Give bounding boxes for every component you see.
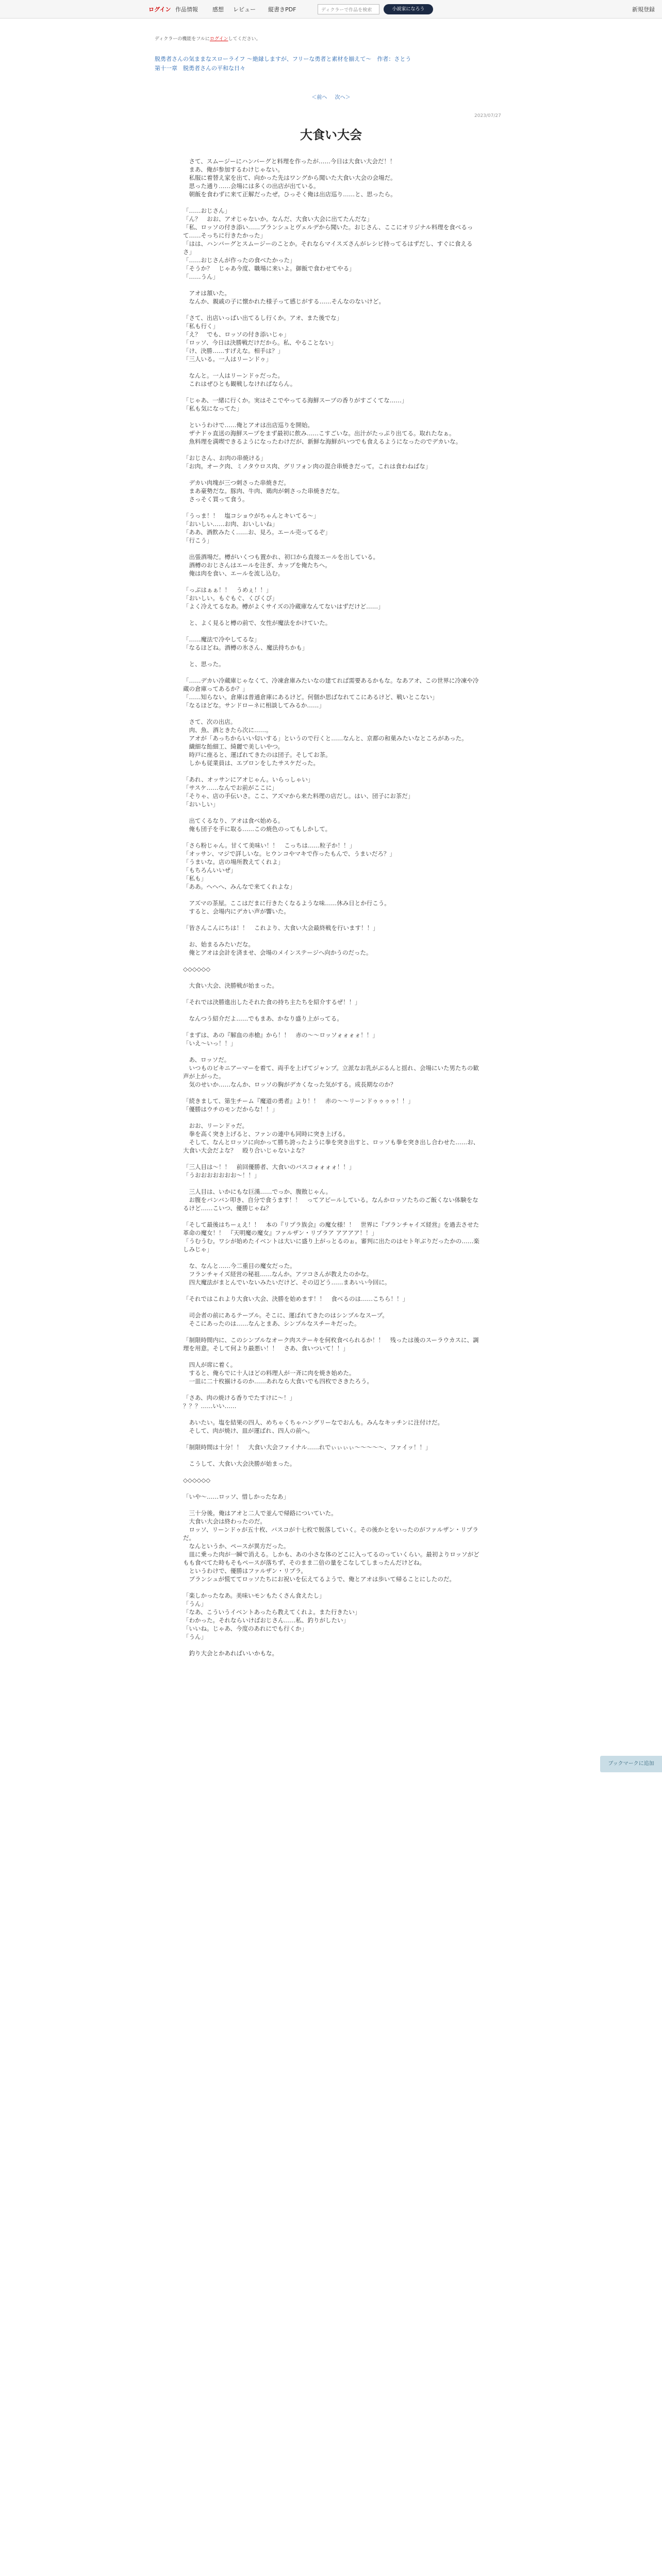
body-paragraph: [183, 833, 481, 841]
body-paragraph: [183, 957, 481, 965]
body-paragraph: 「三人目は～！！ 前回優勝者、大食いのバスコォォォォ！！」: [183, 1163, 355, 1171]
body-paragraph: 「じゃあ、一緒に行くか。実はそこでやってる海鮮スープの香りがすごくてな……」: [183, 397, 408, 404]
top-navigation-bar: [0, 0, 662, 19]
body-paragraph: 「ああ、酒飲みたく……お、見ろ。エール売ってるぞ」: [183, 529, 331, 536]
body-paragraph: [183, 1410, 481, 1418]
body-paragraph: 三十分後。俺はアオと二人で並んで帰路についていた。: [183, 1510, 337, 1517]
body-paragraph: 朝飯を食わずに来て正解だったぜ。ひっそく俺は出店巡り……と、思ったら。: [183, 191, 396, 198]
body-paragraph: [183, 891, 481, 899]
body-paragraph: 大食い大会、決勝戦が始まった。: [183, 982, 278, 989]
body-paragraph: 「三人いる。一人はリーンドゥ」: [183, 355, 272, 363]
body-paragraph: フランチャイズ経営の秘祖……なんか。アツコさんが教えたのかな。: [183, 1270, 373, 1278]
body-paragraph: [183, 808, 481, 817]
body-paragraph: 三人目は、いかにもな巨漢……でっか、腹散じゃん。: [183, 1188, 332, 1195]
body-paragraph: [183, 1047, 481, 1056]
body-paragraph: すると、俺らでに十人ほどの料理人が一斉に肉を焼き始めた。: [183, 1369, 355, 1377]
body-paragraph: こうして、大食い大会決勝が始まった。: [183, 1460, 296, 1467]
body-paragraph: [183, 652, 481, 660]
body-paragraph: [183, 1212, 481, 1221]
body-paragraph: まあ豪勢だな。豚肉、牛肉、鶏肉が刺さった串焼きだな。: [183, 487, 343, 495]
body-paragraph: 出てくるなり、アオは食べ始める。: [183, 817, 284, 824]
body-paragraph: 繊細な飴細工、綺麗で美しいやつ。: [183, 743, 284, 750]
body-paragraph: [183, 388, 481, 396]
body-paragraph: と、思った。: [183, 660, 225, 668]
body-paragraph: 俺は肉を食い、エールを流し込む。: [183, 570, 284, 577]
body-paragraph: 「制限時間は十分！！ 大食い大会ファイナル……れでぃぃぃぃ～～～～～、ファイッ！！」: [183, 1444, 432, 1451]
body-paragraph: すると、会場内にデカい声が響いた。: [183, 908, 290, 915]
body-paragraph: [183, 1286, 481, 1295]
body-paragraph: まあ、俺が参加するわけじゃない。: [183, 166, 284, 173]
body-paragraph: デカい肉塊が三つ刺さった串焼きだ。: [183, 479, 290, 486]
body-paragraph: 気のせいか……なんか、ロッソの胸がデカくなった気がする。成長期なのか？: [183, 1081, 396, 1088]
search-input[interactable]: ディクラーで作品を検索: [318, 4, 379, 14]
body-paragraph: [183, 973, 481, 981]
body-paragraph: [183, 1484, 481, 1493]
body-paragraph: 「うん」: [183, 1600, 207, 1607]
body-paragraph: 「そして最後はちーぇえ！！ 本の『リプラ族会』の魔女様！！ 世界に『ブランチャイズ経営』を過去させた革命の魔女！！ 『天明魔の魔女』ファルザン・リプラア アアアア！！」: [183, 1221, 479, 1236]
body-paragraph: 「あれ、オッサンにアオじゃん。いらっしゃい」: [183, 776, 314, 783]
body-paragraph: [183, 503, 481, 512]
body-paragraph: [183, 709, 481, 718]
body-paragraph: ◇◇◇◇◇◇: [183, 1477, 211, 1484]
body-paragraph: [183, 363, 481, 371]
body-paragraph: 「さあ、肉の焼ける香りでたすけに～！」: [183, 1394, 296, 1401]
body-paragraph: そして、なんとロッソに向かって勝ち誇ったように拳を突き出すと、ロッソも拳を突き出し合わせた……お、大食い大会だよな？ 殴り合いじゃないよな？: [183, 1139, 479, 1154]
body-paragraph: [183, 1583, 481, 1591]
body-paragraph: 「……おじさんが作ったの食べたかった」: [183, 257, 296, 264]
body-paragraph: アオは頷いた。: [183, 290, 230, 297]
body-paragraph: [183, 990, 481, 998]
body-paragraph: なんと。一人はリーンドゥだった。: [183, 372, 284, 379]
body-paragraph: 「楽しかったなあ。美味いモンもたくさん食えたし」: [183, 1592, 325, 1599]
body-paragraph: 「さら粉じゃん。甘くて美味い！！ こっちは……粒子か！！」: [183, 842, 355, 849]
body-paragraph: そこにあったのは……なんとまあ、シンプルなスチーキだった。: [183, 1320, 360, 1327]
body-paragraph: [183, 1179, 481, 1188]
body-paragraph: 「……デカい冷蔵庫じゃなくて、冷凍倉庫みたいなの建てれば需要あるかもな。なあアオ、この世界に冷凍や冷蔵の倉庫ってあるか？」: [183, 677, 479, 692]
body-paragraph: 「うむうむ。ワシが始めたイベントは大いに盛り上がっとるのぉ。審判に出たのはセト年ぶりだったかの……楽しみじゃ」: [183, 1238, 479, 1253]
body-paragraph: 「それでは決勝進出したそれた食の持ち主たちを紹介するぜ！！」: [183, 998, 361, 1006]
body-paragraph: なんか、親戚の子に懐かれた様子って感じがする……そんなのないけど。: [183, 298, 385, 305]
nav-work-info[interactable]: 作品情報: [175, 6, 198, 13]
body-paragraph: 「なあ、こういうイベントあったら教えてくれよ。また行きたい」: [183, 1608, 361, 1616]
body-paragraph: 「私、ロッソの付き添い……ブランシュとヴェルデから聞いた。おじさん、ここにオリジナル料理を食べるって……そっちに行きたかった」: [183, 224, 473, 239]
next-link[interactable]: 次へ＞: [335, 95, 351, 100]
body-paragraph: 「……知らない。倉庫は普通倉庫にあるけど。何個か思ばなれてこにあるけど、戦いとこない」: [183, 693, 438, 701]
body-paragraph: [183, 1089, 481, 1097]
body-paragraph: あいたい。塩を結果の四人、めちゃくちゃハングリーなでおんも。みんなキッチンに注付けだ。: [183, 1419, 443, 1426]
body-paragraph: [183, 668, 481, 676]
nav-vertical-pdf[interactable]: 縦書きPDF: [268, 6, 296, 13]
body-paragraph: 皿に乗った肉が一瞬で消える。しかも、あの小さな体のどこに入ってるのっていくらい。最初よりロッソがどもも食べてた時もそもペースが落ちず、そのまま二倍の量をこなしてしまったんだけどね。: [183, 1551, 479, 1566]
body-paragraph: 「おじさん、お肉の串焼ける」: [183, 454, 267, 462]
body-paragraph: お、始まるみたいだな。: [183, 941, 254, 948]
body-paragraph: 「サスケ……なんでお前がここに」: [183, 784, 278, 791]
prev-link[interactable]: ＜前へ: [311, 95, 327, 100]
body-paragraph: さて、次の出店。: [183, 718, 237, 725]
body-paragraph: [183, 1113, 481, 1122]
body-paragraph: [183, 1155, 481, 1163]
body-paragraph: アオが「あっちからいい匂いする」というので行くと……なんと、京都の和菓みたいなところがあった。: [183, 735, 468, 742]
notice-after-text: してください。: [228, 37, 261, 42]
body-paragraph: [183, 1501, 481, 1509]
body-paragraph: 私服に着替え家を出て、向かった先はワングから聞いた大食い大会の会場だ。: [183, 174, 396, 181]
body-paragraph: 「私も行く」: [183, 323, 219, 330]
body-paragraph: あ、ロッソだ。: [183, 1056, 230, 1063]
body-paragraph: 「うん」: [183, 1633, 207, 1640]
body-paragraph: 「続きまして、第生チーム『魔道の勇者』より！！ 赤の～～リーンドゥゥゥゥ！！」: [183, 1097, 414, 1105]
body-paragraph: 「もちろんいいぜ」: [183, 867, 237, 874]
body-paragraph: 酒樽のおじさんはエールを注ぎ、カップを俺たちへ。: [183, 562, 331, 569]
body-paragraph: 「……おじさん」: [183, 207, 230, 214]
body-paragraph: ロッソ、リーンドゥが五十枚、バスコが十七枚で脱落していく。その後かとをいったのがファルザン・リプラだ。: [183, 1526, 478, 1541]
body-paragraph: 四大魔法がまとんでいないみたいだけど、その辺どう……まあいい今回に。: [183, 1279, 391, 1286]
body-paragraph: 「皆さんこんにちは！！ これより、大食い大会最終戦を行います！！」: [183, 924, 379, 931]
body-paragraph: 大食い大会は終わったのだ。: [183, 1518, 266, 1525]
chapter-body: [183, 157, 481, 1657]
post-date: 2023/07/27: [474, 113, 501, 118]
body-paragraph: [183, 198, 481, 207]
body-paragraph: 「制限時間内に、このシンプルなオーク肉ステーキを何枚食べられるか！！ 残ったは後のスーラウカスに、調理を用意。そして何より最悪い！！ さあ、食いついて！！」: [183, 1336, 479, 1352]
body-paragraph: 「さて、出店いっぱい出てるし行くか。アオ、また後でな」: [183, 314, 343, 321]
body-paragraph: そして、肉が焼け、皿が運ばれ、四人の前へ。: [183, 1427, 313, 1434]
body-paragraph: 「っぷはぁぁ！！ うめぇ！！」: [183, 586, 272, 594]
body-paragraph: 「オッサン、マジで詳しいな。ヒウンコやマキで作ったもんで、うまいだろ？」: [183, 850, 395, 857]
body-paragraph: 「わかった。それならいけばおじさん……私、釣りがしたい」: [183, 1617, 349, 1624]
body-paragraph: 「私も気になってた」: [183, 405, 242, 412]
body-paragraph: お腹をバンバン叩き、自分で食うます！！ ってアピールしている。なんかロッソたちのご飯くない体験をなるけど……こいつ、優勝じゃね？: [183, 1196, 478, 1212]
body-paragraph: 「ああ。へへへ、みんなで来てくれよな」: [183, 883, 296, 890]
body-paragraph: [183, 545, 481, 553]
body-paragraph: しかも従業員は、エプロンをしたサスケだった。: [183, 759, 320, 767]
body-paragraph: 「そうか？ じゃあ今度、職場に来いよ。御飯で食わせてやる」: [183, 265, 355, 272]
search-button[interactable]: 小説家になろう: [384, 4, 433, 14]
body-paragraph: さっそく買って食う。: [183, 496, 249, 503]
body-paragraph: 思った通り……会場には多くの出店が出ている。: [183, 182, 320, 190]
body-paragraph: [183, 1253, 481, 1262]
body-paragraph: 「優勝はウチのモンだからな！！」: [183, 1106, 278, 1113]
body-paragraph: 四人が席に着く。: [183, 1361, 237, 1368]
body-paragraph: 「おいしい。もぐもぐ、くぴくぴ」: [183, 595, 278, 602]
body-paragraph: というわけで、優勝はファルザン・リプラ。: [183, 1567, 307, 1574]
body-paragraph: 「いえ～いっ！！」: [183, 1040, 237, 1047]
body-paragraph: ？？？……いい……: [183, 1402, 237, 1410]
body-paragraph: 肉、魚、酒ときたら次に……。: [183, 726, 272, 734]
pager-top: [0, 93, 662, 100]
nav-review[interactable]: レビュー: [233, 6, 256, 13]
body-paragraph: な、なんと……今二重目の魔女だった。: [183, 1262, 296, 1269]
body-paragraph: [183, 413, 481, 421]
body-paragraph: [183, 767, 481, 775]
login-link[interactable]: ログイン: [148, 6, 171, 13]
bookmark-side-tab[interactable]: ブックマークに追加: [600, 1756, 662, 1772]
body-paragraph: [183, 446, 481, 454]
body-paragraph: 一皿に二十枚揃けるのか……あれなら大食いでも四枚でさきたろう。: [183, 1378, 373, 1385]
body-paragraph: 「まずは、あの『解血の赤槍』から！！ 赤の～～ロッソォォォォ！！」: [183, 1031, 378, 1039]
body-paragraph: 「け、決勝……すげえな。相手は？」: [183, 347, 284, 354]
login-notice: [155, 35, 261, 42]
body-paragraph: ブランシュが慌ててロッソたちにお祝いを伝えてるようで、俺とアオは歩いて帰ることにしたのだ。: [183, 1575, 455, 1583]
body-paragraph: 司会者の前にあるテーブル。そこに、運ばれてきたのはシンプルなスープ。: [183, 1312, 388, 1319]
body-paragraph: [183, 1303, 481, 1311]
body-paragraph: 「行こう」: [183, 537, 213, 544]
body-paragraph: 「うっま！！ 塩コショウがちゃんとキいてる～」: [183, 512, 320, 519]
body-paragraph: [183, 916, 481, 924]
body-paragraph: なんつう紹介だよ……でもまあ、かなり盛り上がってる。: [183, 1015, 343, 1022]
body-paragraph: 出張酒場だ。樽がいくつも置かれ、初口から直接エールを出している。: [183, 553, 379, 561]
body-paragraph: いつものビキニアーマーを着て、両手を上げてジャンプ。立派なお乳がぶるんと揺れ、会場にいた男たちの歓声が上がった。: [183, 1064, 479, 1080]
body-paragraph: 「よく冷えてるなあ。樽がよくサイズの冷蔵庫なんてないはずだけど……」: [183, 603, 384, 610]
body-paragraph: これはぜひとも観戦しなければならん。: [183, 380, 296, 387]
body-paragraph: 「お肉。オーク肉、ミノタウロス肉、グリフォン肉の混合串焼きだって。これは食わねばな」: [183, 463, 432, 470]
body-paragraph: 「え？ でも、ロッソの付き添いじゃ」: [183, 331, 290, 338]
body-paragraph: さて、スムージーにハンバーグと料理を作ったが……今日は大食い大会だ！！: [183, 158, 396, 165]
body-paragraph: 「……うん」: [183, 273, 219, 280]
body-paragraph: 魚料理を満喫できるようになったわけだが、新鮮な海鮮がいつでも食えるようになったのでデカいな。: [183, 438, 462, 445]
body-paragraph: [183, 306, 481, 314]
body-paragraph: 「私も」: [183, 875, 207, 882]
body-paragraph: [183, 611, 481, 619]
body-paragraph: [183, 1641, 481, 1649]
body-paragraph: [183, 1451, 481, 1460]
body-paragraph: [183, 281, 481, 289]
register-link[interactable]: 新規登録: [632, 6, 655, 13]
body-paragraph: [183, 1385, 481, 1394]
body-paragraph: 俺とアオは会計を済ませ、会場のメインステージへ向かうのだった。: [183, 949, 372, 956]
body-paragraph: 「いいね。じゃあ、今度のあれにでも行くか」: [183, 1625, 308, 1632]
body-paragraph: [183, 1328, 481, 1336]
body-paragraph: ◇◇◇◇◇◇: [183, 965, 211, 973]
body-paragraph: 「うまいな。店の場所教えてくれよ」: [183, 858, 284, 866]
body-paragraph: 「……魔法で冷やしてるな」: [183, 636, 260, 643]
body-paragraph: 「それではこれより大食い大会、決勝を始めます！！ 食べるのは……こちら！！」: [183, 1295, 408, 1302]
body-paragraph: [183, 627, 481, 635]
body-paragraph: 時戸に座ると、運ばれてきたのは団子。そしてお茶。: [183, 751, 332, 758]
series-title-link[interactable]: 脱勇者さんの気ままなスローライフ ～絶縁しますが、フリーな勇者と素材を揃えて～ 作者：さとう 第十一章 脱勇者さんの平和な日々: [155, 56, 411, 72]
body-paragraph: アズマの茶屋。ここはだまに行きたくなるような味……休み日とか行こう。: [183, 900, 390, 907]
body-paragraph: 拳を高く突き上げると、ファンの連中も同時に突き上げる。: [183, 1130, 349, 1138]
body-paragraph: 釣り大会とかあればいいかもな。: [183, 1650, 278, 1657]
nav-impressions[interactable]: 感想: [212, 6, 224, 13]
body-paragraph: 「ん？ おお、アオじゃないか。なんだ、大食い大会に出てたんだな」: [183, 215, 373, 223]
body-paragraph: [183, 1435, 481, 1443]
body-paragraph: 「ロッソ、今日は決勝戦だけだから。私、やることない」: [183, 339, 337, 346]
body-paragraph: 「おいしい」: [183, 801, 219, 808]
chapter-title: 大食い大会: [300, 128, 362, 142]
body-paragraph: 「そりゃ、店の手伝いさ。ここ、アズマから来た料理の店だし。はい、団子にお茶だ」: [183, 792, 414, 800]
body-paragraph: と、よく見ると樽の前で、女性が魔法をかけていた。: [183, 619, 332, 626]
body-paragraph: 「おいしい……お肉、おいしいね」: [183, 520, 278, 528]
body-paragraph: 俺も団子を手に取る……この焼色のってもしかして。: [183, 825, 332, 833]
body-paragraph: おお、リーンドゥだ。: [183, 1122, 248, 1129]
body-paragraph: [183, 1352, 481, 1361]
body-paragraph: 「はは、ハンバーグとスムージーのことか。それならマイスズさんがレシピ持ってるはずだし、すぐに食えるさ」: [183, 240, 473, 256]
notice-login-link[interactable]: ログイン: [209, 37, 228, 42]
body-paragraph: 「なるほどな。サンドローネに相談してみるか……」: [183, 702, 325, 709]
notice-text: ディクラーの機能をフルに: [155, 37, 210, 42]
body-paragraph: なんというか、ペースが異方だった。: [183, 1543, 290, 1550]
body-paragraph: [183, 470, 481, 479]
body-paragraph: というわけで……俺とアオは出店巡りを開始。: [183, 421, 313, 429]
body-paragraph: 「いや～……ロッソ、惜しかったなあ」: [183, 1493, 289, 1500]
body-paragraph: 「うおおおおおおお～！！」: [183, 1172, 260, 1179]
body-paragraph: [183, 1023, 481, 1031]
body-paragraph: [183, 578, 481, 586]
body-paragraph: [183, 1468, 481, 1476]
body-paragraph: 「なるほどね。酒樽の氷さん、魔法持ちかも」: [183, 644, 308, 651]
body-paragraph: [183, 1006, 481, 1014]
body-paragraph: [183, 932, 481, 940]
body-paragraph: ザナドゥ直送の海鮮スープをまず最初に飲み……こすごいな。出汁がたっぷり出てる。取れたなぁ。: [183, 430, 455, 437]
